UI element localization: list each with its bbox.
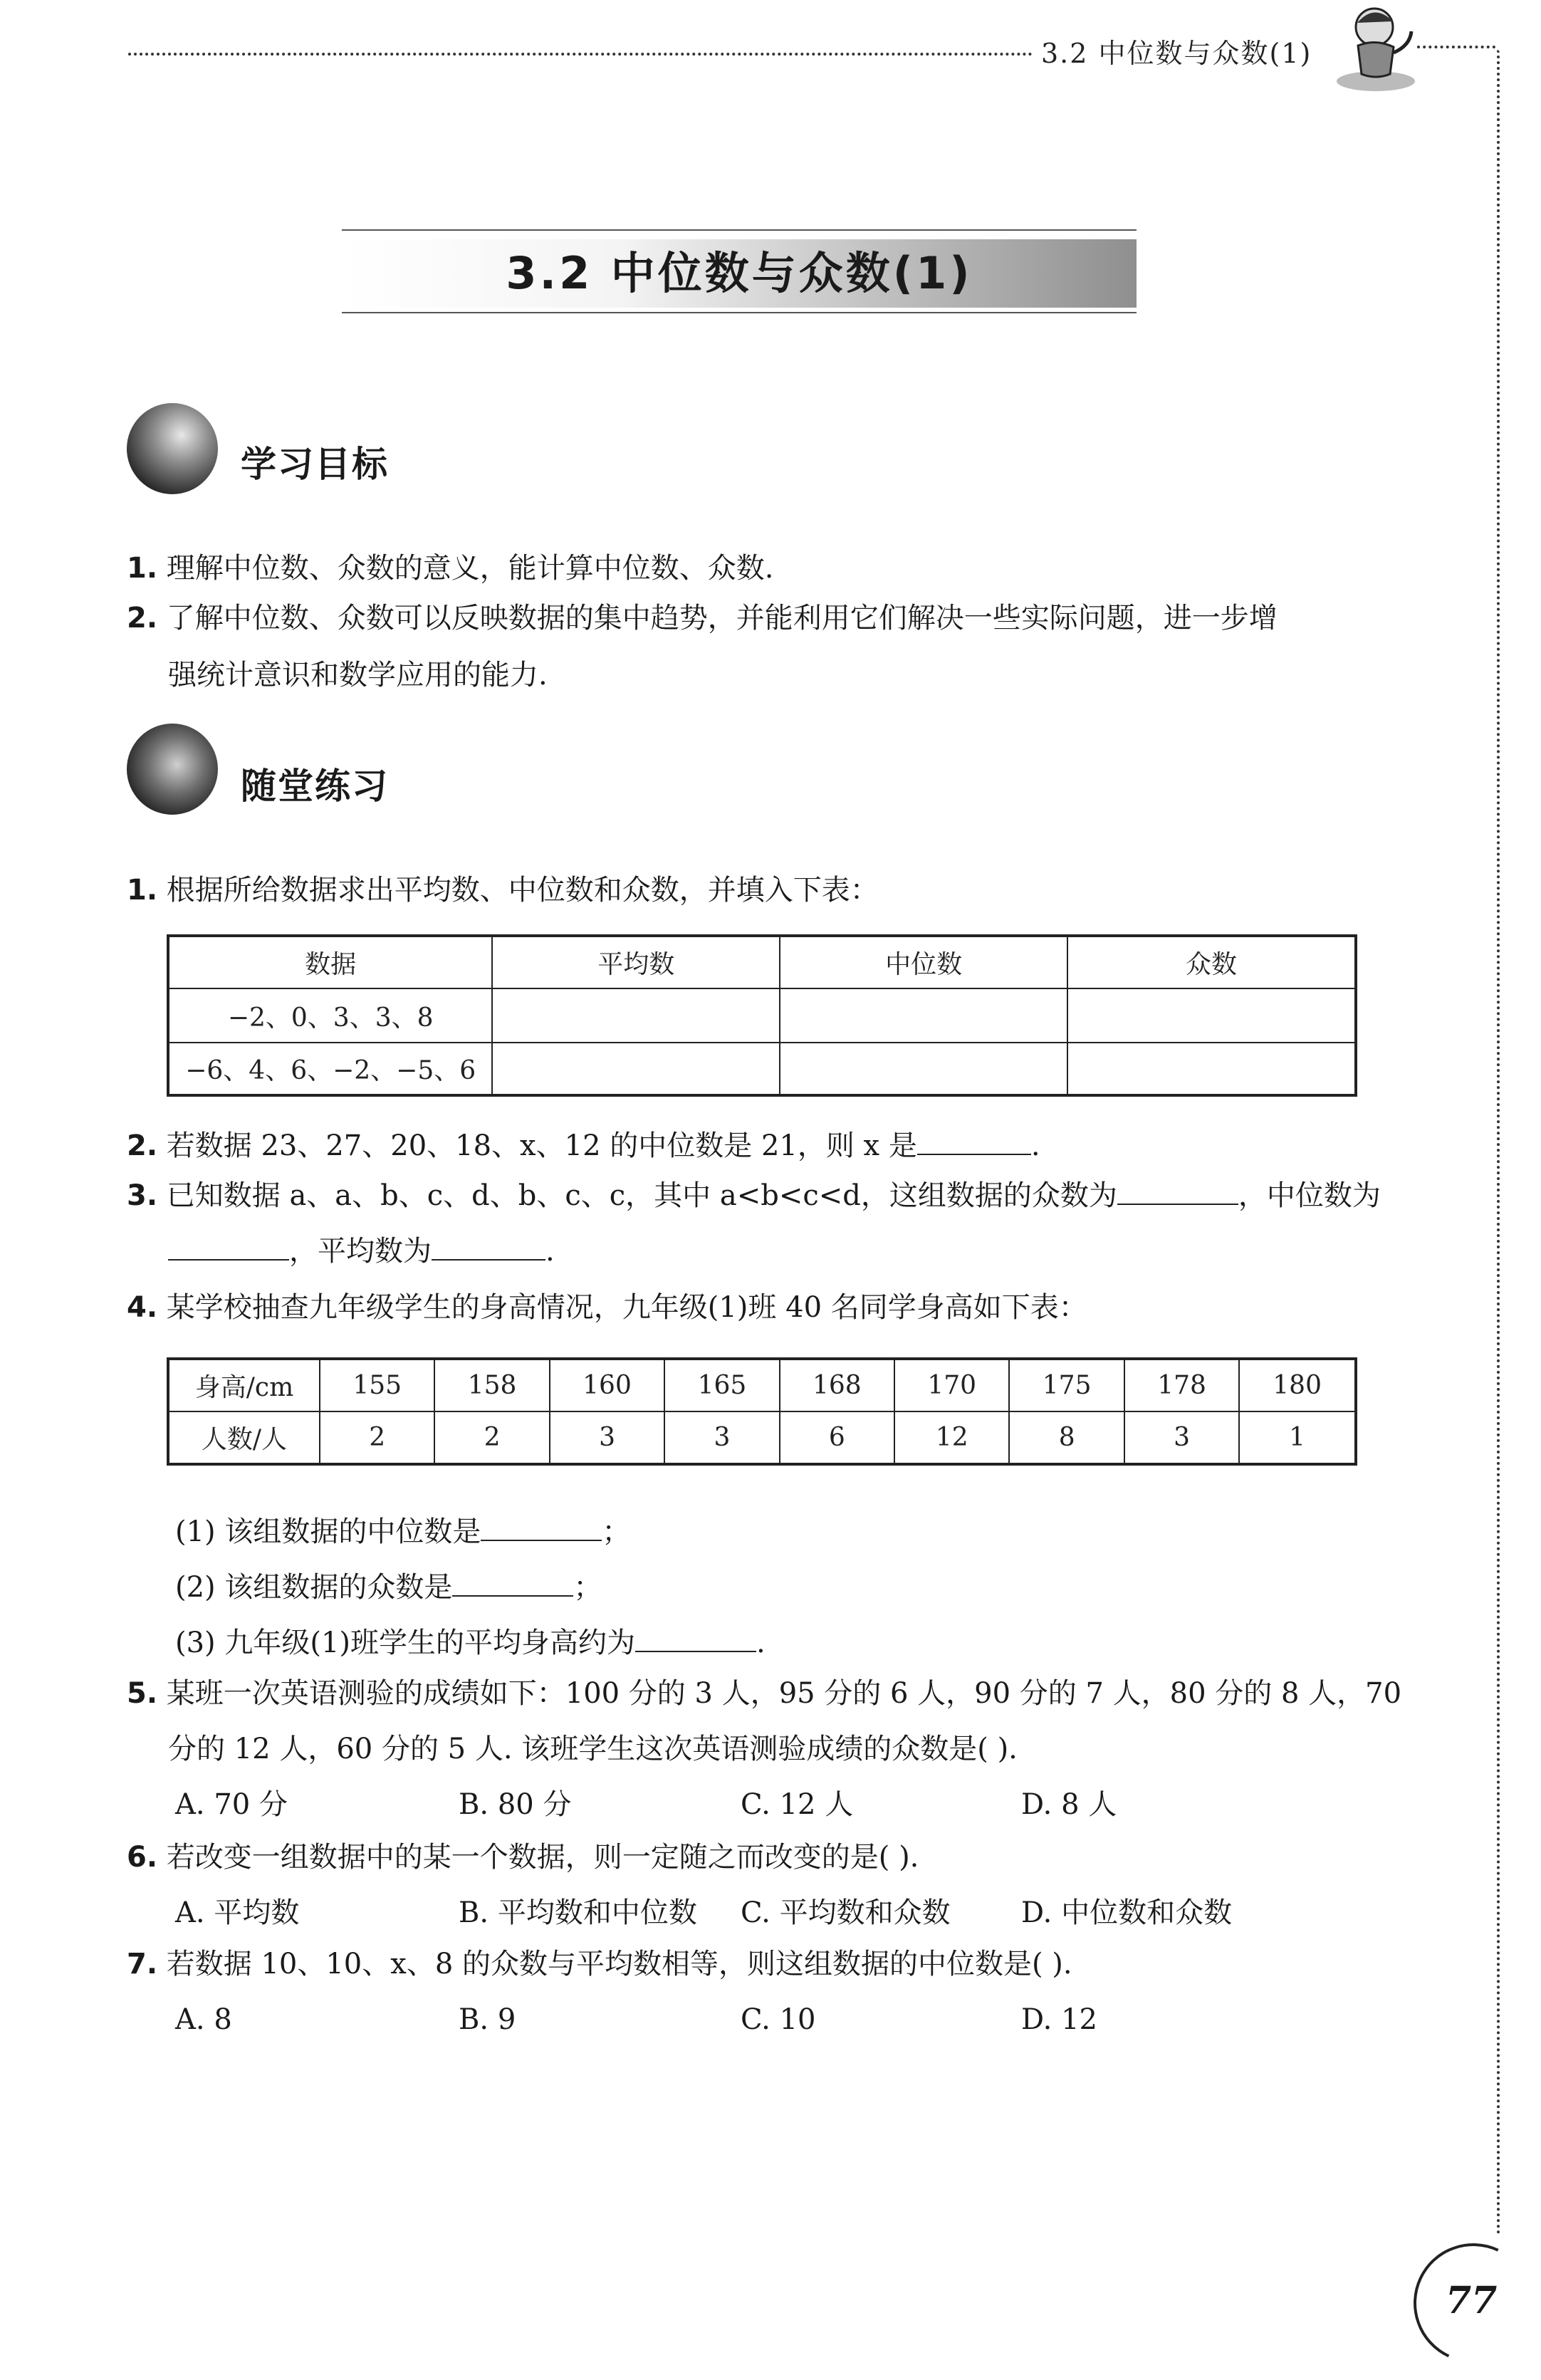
table-stats-fill [167, 934, 1357, 1097]
question-6: 6. 若改变一组数据中的某一个数据，则一定随之而改变的是( ). [127, 1841, 919, 1874]
table-cell: 12 [894, 1411, 1009, 1464]
answer-blank[interactable] [635, 1622, 756, 1652]
answer-blank[interactable] [917, 1125, 1031, 1155]
question-5: 5. 某班一次英语测验的成绩如下：100 分的 3 人，95 分的 6 人，90 分的 7 人，80 分的 8 人，70 [127, 1677, 1402, 1710]
objective-item-2-cont: 强统计意识和数学应用的能力. [168, 659, 548, 691]
table-cell-mean[interactable] [492, 988, 780, 1043]
question-4-part-3: (3) 九年级(1)班学生的平均身高约为 . [175, 1622, 766, 1663]
option-a[interactable]: A. 平均数 [175, 1896, 300, 1929]
table-header-median: 中位数 [780, 936, 1067, 988]
answer-blank-median[interactable] [168, 1231, 289, 1261]
table-header-data: 数据 [168, 936, 492, 988]
table-row-label: 人数/人 [168, 1411, 320, 1464]
objective-item-2: 2. 了解中位数、众数可以反映数据的集中趋势，并能利用它们解决一些实际问题，进一步增 [127, 602, 1278, 635]
title-rule-top [342, 229, 1137, 231]
table-cell-data: −2、0、3、3、8 [168, 988, 492, 1043]
header-dotted-rule-right [1417, 46, 1495, 48]
option-a[interactable]: A. 70 分 [175, 1788, 288, 1821]
table-header-mean: 平均数 [492, 936, 780, 988]
title-rule-bottom [342, 312, 1137, 313]
table-cell: 8 [1009, 1411, 1124, 1464]
side-dotted-border [1497, 50, 1500, 2236]
table-cell: 180 [1239, 1359, 1356, 1411]
question-4: 4. 某学校抽查九年级学生的身高情况，九年级(1)班 40 名同学身高如下表： [127, 1291, 1087, 1324]
option-c[interactable]: C. 平均数和众数 [741, 1896, 951, 1929]
table-cell: 2 [320, 1411, 434, 1464]
table-cell: 2 [434, 1411, 549, 1464]
option-d[interactable]: D. 8 人 [1021, 1788, 1117, 1821]
option-d[interactable]: D. 12 [1021, 2003, 1097, 2036]
section-heading-objectives: 学习目标 [241, 444, 389, 485]
table-cell-mean[interactable] [492, 1043, 780, 1095]
question-4-part-2: (2) 该组数据的众数是 ； [175, 1567, 602, 1607]
option-b[interactable]: B. 9 [459, 2003, 516, 2036]
question-5-cont: 分的 12 人，60 分的 5 人. 该班学生这次英语测验成绩的众数是( ). [168, 1733, 1018, 1765]
title-banner [342, 239, 1137, 308]
table-cell: 6 [780, 1411, 894, 1464]
option-a[interactable]: A. 8 [175, 2003, 232, 2036]
table-cell: 1 [1239, 1411, 1356, 1464]
table-cell: 155 [320, 1359, 434, 1411]
answer-blank-mean[interactable] [432, 1231, 545, 1261]
header-dotted-rule [128, 53, 1033, 56]
question-3: 3. 已知数据 a、a、b、c、d、b、c、c，其中 a<b<c<d，这组数据的众数为 ，中位数为 [127, 1175, 1381, 1216]
globe-grid-icon [127, 724, 218, 815]
question-1: 1. 根据所给数据求出平均数、中位数和众数，并填入下表： [127, 874, 879, 907]
table-cell-median[interactable] [780, 1043, 1067, 1095]
section-heading-practice: 随堂练习 [241, 766, 389, 807]
question-7: 7. 若数据 10、10、x、8 的众数与平均数相等，则这组数据的中位数是( ). [127, 1948, 1072, 1980]
table-cell: 175 [1009, 1359, 1124, 1411]
table-cell: 158 [434, 1359, 549, 1411]
answer-blank[interactable] [452, 1567, 573, 1597]
table-height-distribution [167, 1357, 1357, 1466]
answer-blank[interactable] [481, 1511, 602, 1541]
page-number: 77 [1446, 2279, 1498, 2322]
question-2: 2. 若数据 23、27、20、18、x、12 的中位数是 21，则 x 是 . [127, 1125, 1040, 1166]
table-cell: 160 [550, 1359, 664, 1411]
answer-blank-mode[interactable] [1117, 1175, 1238, 1205]
table-header-mode: 众数 [1067, 936, 1356, 988]
option-b[interactable]: B. 平均数和中位数 [459, 1896, 697, 1929]
option-c[interactable]: C. 10 [741, 2003, 816, 2036]
table-cell-mode[interactable] [1067, 1043, 1356, 1095]
table-cell: 178 [1124, 1359, 1239, 1411]
option-b[interactable]: B. 80 分 [459, 1788, 572, 1821]
objective-item-1: 1. 理解中位数、众数的意义，能计算中位数、众数. [127, 552, 774, 585]
table-cell-median[interactable] [780, 988, 1067, 1043]
table-cell-data: −6、4、6、−2、−5、6 [168, 1043, 492, 1095]
table-row-label: 身高/cm [168, 1359, 320, 1411]
table-cell: 168 [780, 1359, 894, 1411]
question-4-part-1: (1) 该组数据的中位数是 ； [175, 1511, 630, 1552]
page-title: 3.2 中位数与众数(1) [506, 247, 973, 299]
mascot-icon [1326, 3, 1419, 95]
table-cell: 3 [1124, 1411, 1239, 1464]
table-cell: 3 [550, 1411, 664, 1464]
table-cell: 3 [664, 1411, 779, 1464]
option-c[interactable]: C. 12 人 [741, 1788, 854, 1821]
table-cell: 170 [894, 1359, 1009, 1411]
table-cell: 165 [664, 1359, 779, 1411]
running-header-title: 3.2 中位数与众数(1) [1041, 38, 1312, 69]
option-d[interactable]: D. 中位数和众数 [1021, 1896, 1233, 1929]
question-3-cont: ，平均数为 . [168, 1231, 555, 1271]
globe-icon [127, 403, 218, 494]
table-cell-mode[interactable] [1067, 988, 1356, 1043]
